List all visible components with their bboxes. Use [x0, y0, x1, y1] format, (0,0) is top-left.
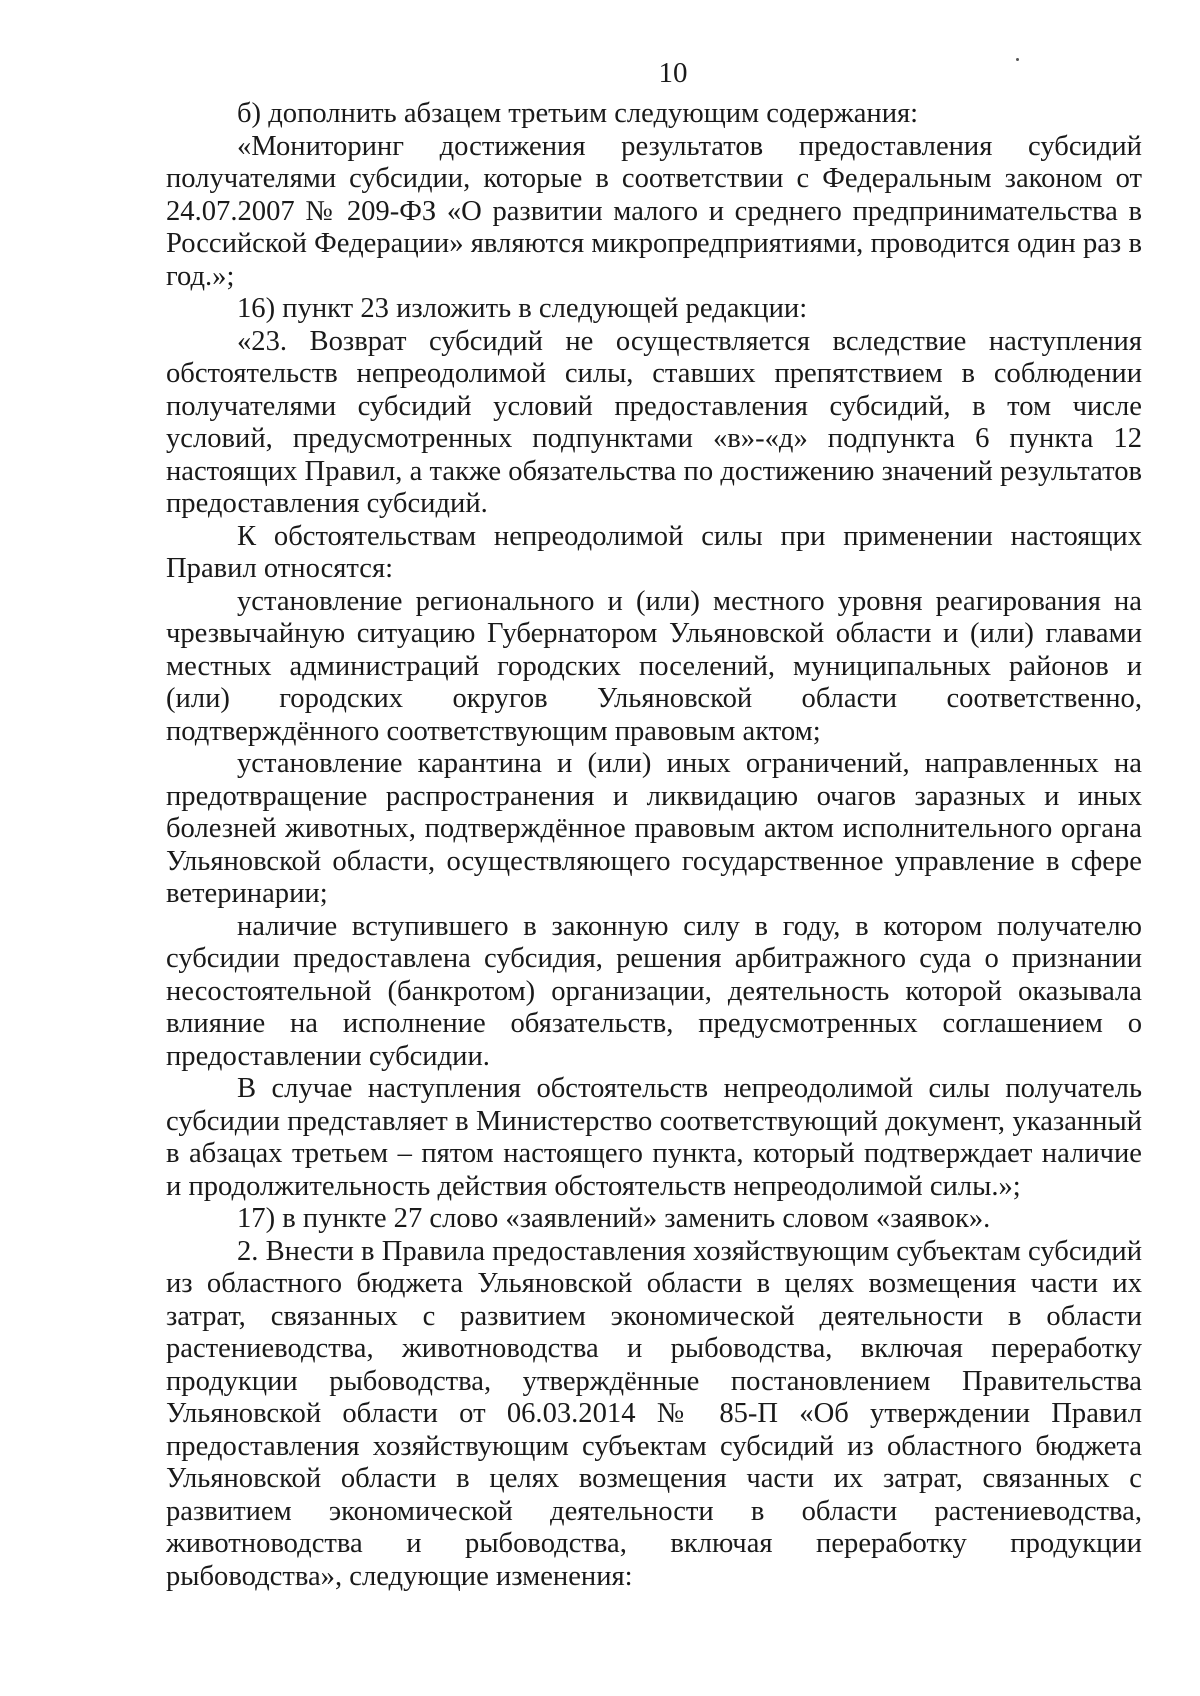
paragraph-1: б) дополнить абзацем третьим следующим содержания:: [237, 98, 919, 129]
paragraph-10: 17) в пункте 27 слово «заявлений» заменить словом «заявок».: [237, 1203, 991, 1234]
document-body: [166, 98, 1142, 1593]
paragraph-5: К обстоятельствам непреодолимой силы при применении настоящих Правил относятся:: [166, 520, 1142, 584]
page-number: 10: [658, 57, 688, 89]
paragraph-11: 2. Внести в Правила предоставления хозяйствующим субъектам субсидий из областного бюджета Ульяновской области в целях возмещения части их затрат, связанных с развитием экономической деятельности в области растениеводства, животноводства и рыбоводства, включая переработку продукции рыбоводства, утверждённые постановлением Правительства Ульяновской области от 06.03.2014 № 85-П «Об утверждении Правил предоставления хозяйствующим субъектам субсидий из областного бюджета Ульяновской области в целях возмещения части их затрат, связанных с развитием экономической деятельности в области растениеводства, животноводства и рыбоводства, включая переработку продукции рыбоводства», следующие изменения:: [166, 1235, 1142, 1592]
paragraph-9: В случае наступления обстоятельств непреодолимой силы получатель субсидии представляет в Министерство соответствующий документ, указанный в абзацах третьем – пятом настоящего пункта, который подтверждает наличие и продолжительность действия обстоятельств непреодолимой силы.»;: [166, 1073, 1142, 1202]
paragraph-6: установление регионального и (или) местного уровня реагирования на чрезвычайную ситуацию Губернатором Ульяновской области и (или) главами местных администраций городских поселений, муниципальных районов и (или) городских округов Ульяновской области соответственно, подтверждённого соответствующим правовым актом;: [166, 585, 1142, 747]
paragraph-8: наличие вступившего в законную силу в году, в котором получателю субсидии предоставлена субсидия, решения арбитражного суда о признании несостоятельной (банкротом) организации, деятельность которой оказывала влияние на исполнение обязательств, предусмотренных соглашением о предоставлении субсидии.: [166, 910, 1142, 1072]
paragraph-7: установление карантина и (или) иных ограничений, направленных на предотвращение распространения и ликвидацию очагов заразных и иных болезней животных, подтверждённое правовым актом исполнительного органа Ульяновской области, осуществляющего государственное управление в сфере ветеринарии;: [166, 748, 1142, 909]
paragraph-3: 16) пункт 23 изложить в следующей редакции:: [237, 293, 808, 324]
paragraph-4: «23. Возврат субсидий не осуществляется вследствие наступления обстоятельств непреодолимой силы, ставших препятствием в соблюдении получателями субсидий условий предоставления субсидий, в том числе условий, предусмотренных подпунктами «в»-«д» подпункта 6 пункта 12 настоящих Правил, а также обязательства по достижению значений результатов предоставления субсидий.: [166, 325, 1142, 519]
paragraph-2: «Мониторинг достижения результатов предоставления субсидий получателями субсидии, которые в соответствии с Федеральным законом от 24.07.2007 № 209-ФЗ «О развитии малого и среднего предпринимательства в Российской Федерации» являются микропредприятиями, проводится один раз в год.»;: [166, 130, 1142, 292]
